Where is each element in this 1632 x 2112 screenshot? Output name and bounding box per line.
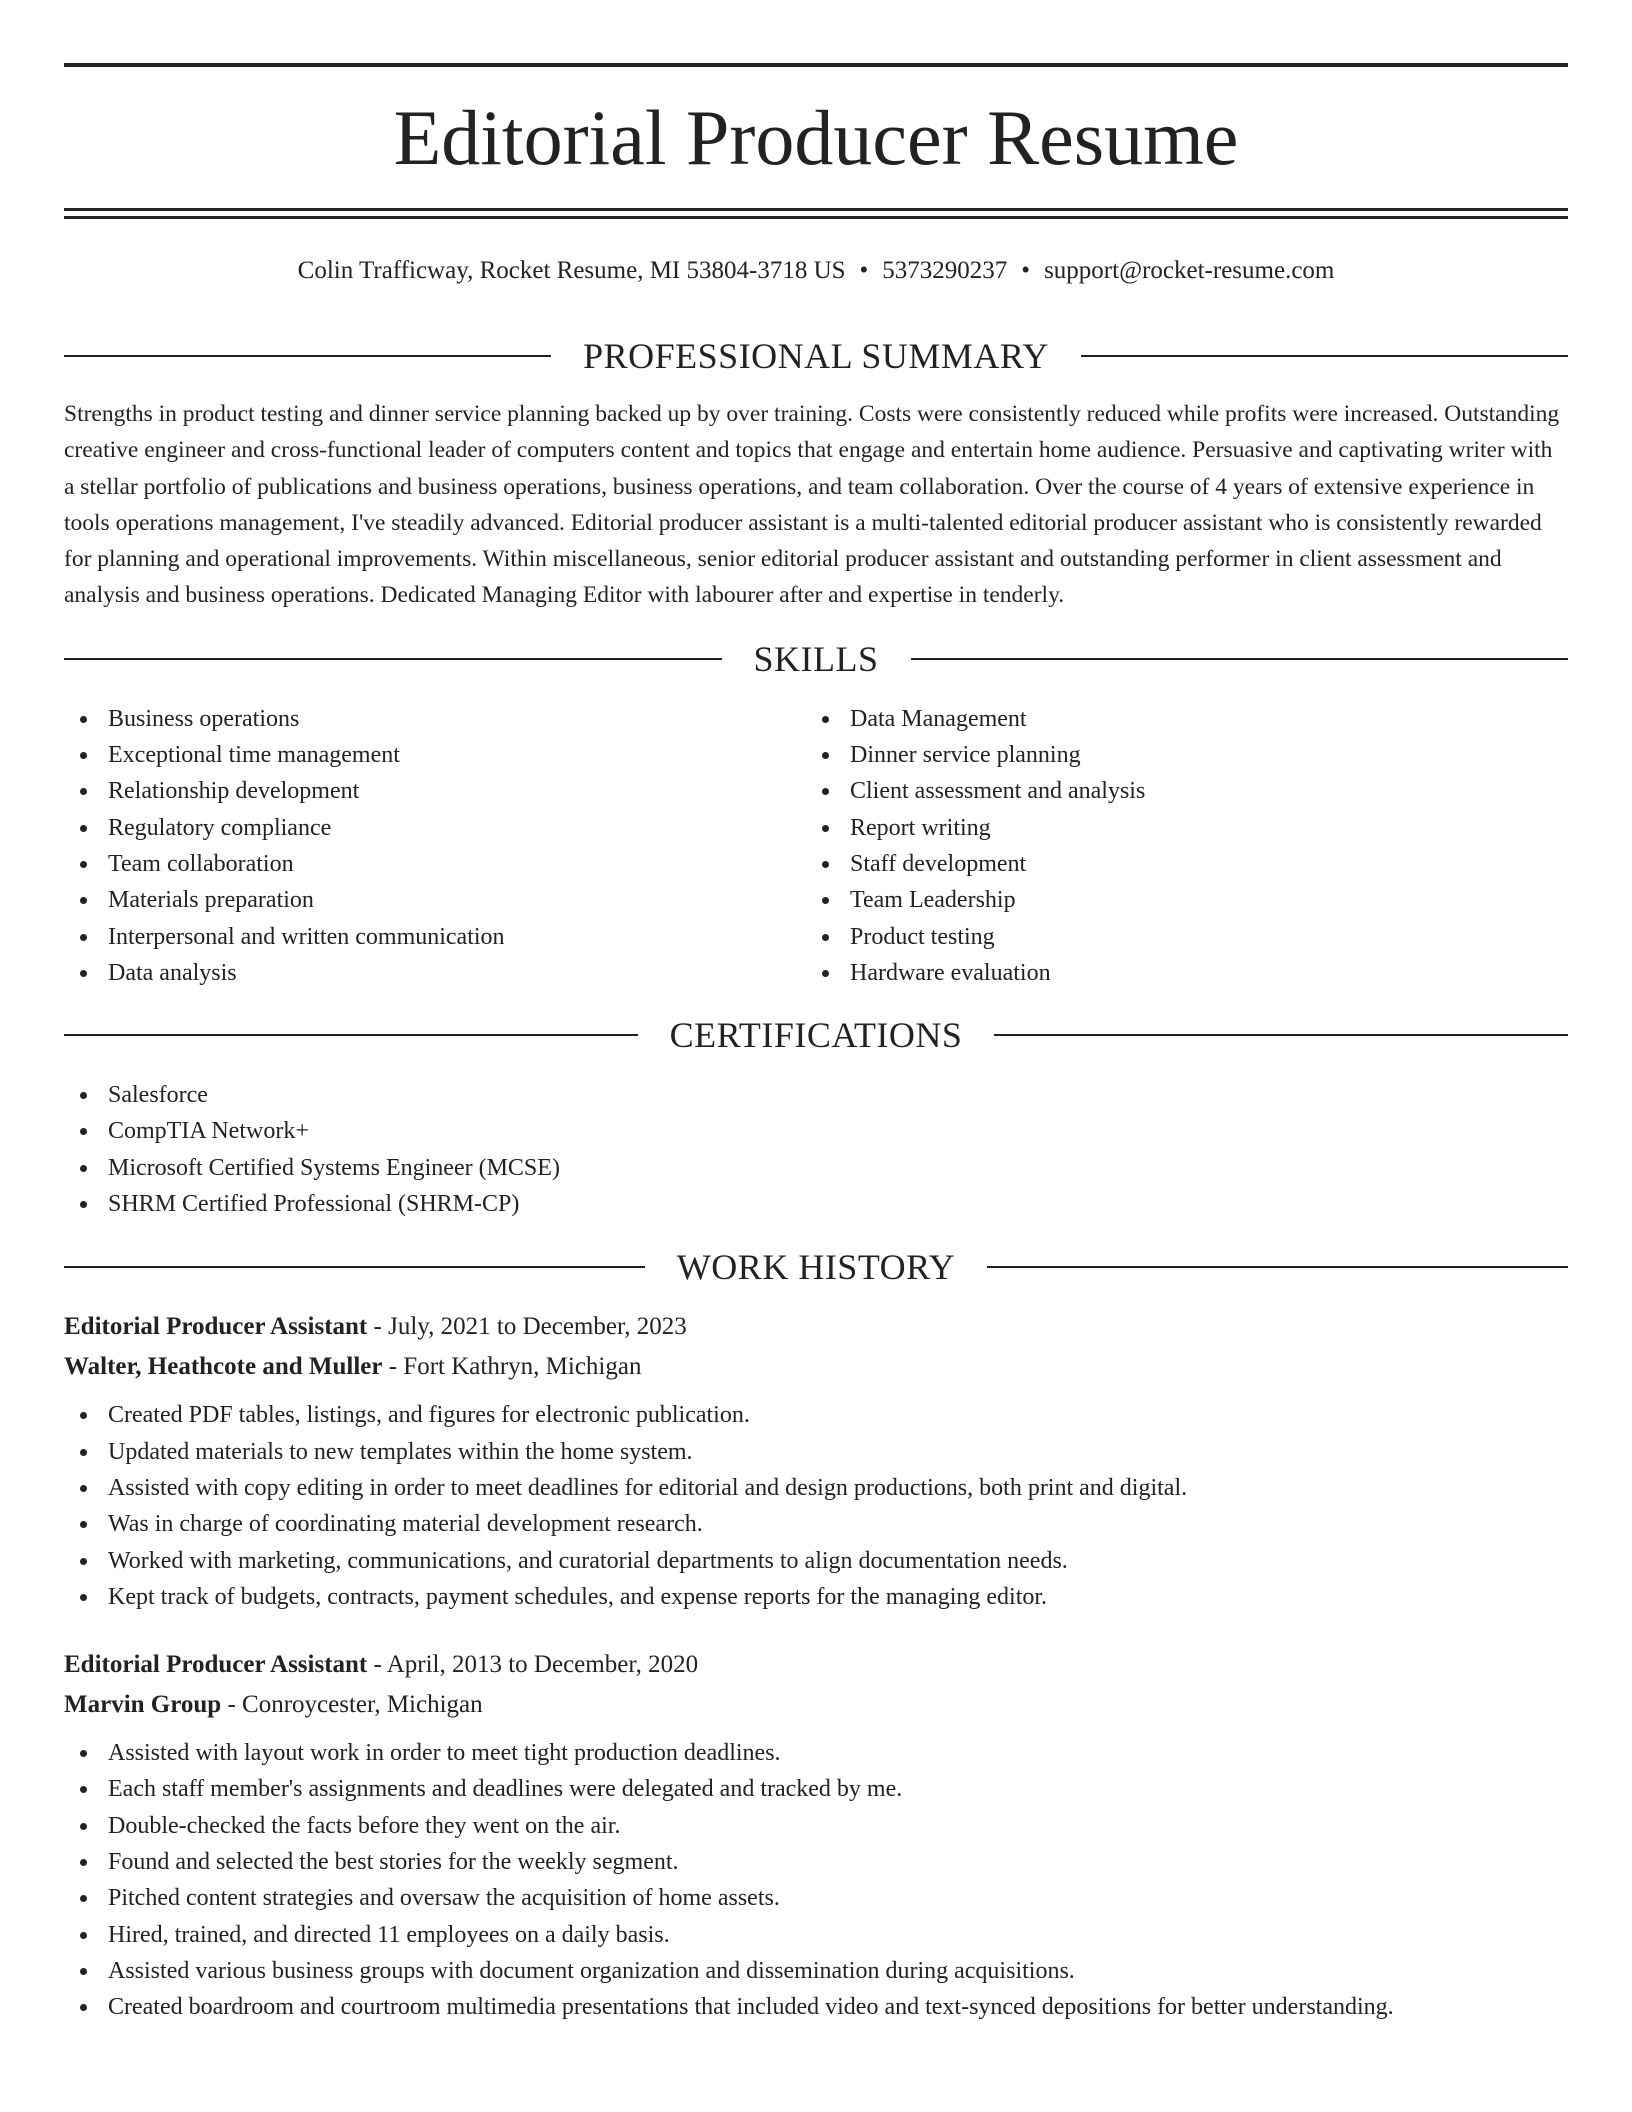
summary-text: Strengths in product testing and dinner service planning backed up by over training. Costs were consistently reduced while profits were increased. Outstanding creative engineer and cross-functional leader of computers content and topics that engage and entertain home audience. Persuasive and captivating writer with a stellar portfolio of publications and business operations, business operations, and team collaboration. Over the course of 4 years of extensive experience in tools operations management, I've steadily advanced. Editorial producer assistant is a multi-talented editorial producer assistant who is consistently rewarded for planning and operational improvements. Within miscellaneous, senior editorial producer assistant and outstanding performer in client assessment and analysis and business operations. Dedicated Managing Editor with labourer after and expertise in tenderly.	[64, 401, 1560, 609]
heading-rule-left	[64, 658, 722, 660]
heading-rule-left	[64, 1266, 645, 1268]
skill-item: Relationship development	[64, 773, 806, 809]
skills-list-right	[806, 701, 1548, 991]
contact-separator: •	[1021, 257, 1031, 284]
job-bullets	[64, 1397, 1568, 1615]
job-company: Marvin Group	[64, 1691, 222, 1719]
work-heading: WORK HISTORY	[676, 1247, 956, 1288]
certification-item: SHRM Certified Professional (SHRM-CP)	[64, 1186, 1568, 1222]
skill-item: Data analysis	[64, 955, 806, 991]
contact-phone: 5373290237	[882, 257, 1008, 284]
job-company-line	[64, 1685, 1568, 1725]
skill-item: Exceptional time management	[64, 737, 806, 773]
job-bullet: Kept track of budgets, contracts, payment schedules, and expense reports for the managing editor.	[64, 1579, 1568, 1615]
certifications-list	[64, 1077, 1568, 1222]
contact-email: support@rocket-resume.com	[1044, 257, 1335, 284]
job-bullet: Double-checked the facts before they went on the air.	[64, 1808, 1568, 1844]
skill-item: Team Leadership	[806, 882, 1548, 918]
job-bullet: Each staff member's assignments and deadlines were delegated and tracked by me.	[64, 1771, 1568, 1807]
title-double-rule-upper	[64, 208, 1568, 211]
certification-item: CompTIA Network+	[64, 1113, 1568, 1149]
job-bullet: Assisted various business groups with document organization and dissemination during acquisitions.	[64, 1953, 1568, 1989]
contact-separator: •	[859, 257, 869, 284]
skill-item: Data Management	[806, 701, 1548, 737]
job-bullet: Updated materials to new templates within the home system.	[64, 1434, 1568, 1470]
job-location: - Conroycester, Michigan	[221, 1691, 483, 1719]
skill-item: Business operations	[64, 701, 806, 737]
resume-title: Editorial Producer Resume	[393, 94, 1239, 181]
work-heading-row	[64, 1243, 1568, 1291]
job-bullet: Hired, trained, and directed 11 employees on a daily basis.	[64, 1917, 1568, 1953]
heading-rule-right	[1081, 355, 1568, 357]
job-dates: - July, 2021 to December, 2023	[367, 1313, 687, 1341]
job-bullet: Found and selected the best stories for the weekly segment.	[64, 1844, 1568, 1880]
job-bullet: Was in charge of coordinating material development research.	[64, 1506, 1568, 1542]
skill-item: Materials preparation	[64, 882, 806, 918]
certification-item: Microsoft Certified Systems Engineer (MCSE)	[64, 1150, 1568, 1186]
skills-heading: SKILLS	[753, 638, 879, 679]
job-bullet: Assisted with layout work in order to meet tight production deadlines.	[64, 1735, 1568, 1771]
skill-item: Product testing	[806, 919, 1548, 955]
work-history-section	[64, 1243, 1568, 2025]
job-entry	[64, 1307, 1568, 1615]
job-bullet: Pitched content strategies and oversaw the acquisition of home assets.	[64, 1880, 1568, 1916]
job-bullet: Assisted with copy editing in order to meet deadlines for editorial and design productions, both print and digital.	[64, 1470, 1568, 1506]
heading-rule-right	[994, 1034, 1568, 1036]
skills-list-left	[64, 701, 806, 991]
job-title: Editorial Producer Assistant	[64, 1651, 368, 1679]
skill-item: Team collaboration	[64, 846, 806, 882]
job-dates: - April, 2013 to December, 2020	[367, 1651, 699, 1679]
summary-heading: PROFESSIONAL SUMMARY	[583, 336, 1049, 376]
resume-content	[64, 332, 1568, 2026]
skill-item: Hardware evaluation	[806, 955, 1548, 991]
heading-rule-left	[64, 1034, 638, 1036]
skill-item: Client assessment and analysis	[806, 773, 1548, 809]
job-bullet: Worked with marketing, communications, and curatorial departments to align documentation needs.	[64, 1543, 1568, 1579]
job-title-line	[64, 1645, 1568, 1685]
skills-section	[64, 635, 1568, 991]
job-bullet: Created boardroom and courtroom multimedia presentations that included video and text-synced depositions for better understanding.	[64, 1989, 1568, 2025]
certifications-heading-row	[64, 1011, 1568, 1059]
skill-item: Report writing	[806, 810, 1548, 846]
skill-item: Regulatory compliance	[64, 810, 806, 846]
job-entry	[64, 1645, 1568, 2025]
title-double-rule-lower	[64, 216, 1568, 219]
job-location: - Fort Kathryn, Michigan	[382, 1353, 642, 1381]
job-company: Walter, Heathcote and Muller	[64, 1353, 383, 1381]
certifications-section	[64, 1011, 1568, 1222]
job-title-line	[64, 1307, 1568, 1347]
contact-address: Colin Trafficway, Rocket Resume, MI 53804-3718 US	[297, 257, 846, 284]
skill-item: Dinner service planning	[806, 737, 1548, 773]
heading-rule-right	[987, 1266, 1568, 1268]
top-rule	[64, 63, 1568, 67]
job-bullet: Created PDF tables, listings, and figures for electronic publication.	[64, 1397, 1568, 1433]
summary-heading-row	[64, 332, 1568, 380]
certifications-heading: CERTIFICATIONS	[669, 1015, 963, 1056]
skills-heading-row	[64, 635, 1568, 683]
skills-columns	[64, 701, 1568, 991]
heading-rule-left	[64, 355, 551, 357]
skill-item: Staff development	[806, 846, 1548, 882]
heading-rule-right	[911, 658, 1569, 660]
contact-line	[64, 253, 1568, 289]
job-company-line	[64, 1347, 1568, 1387]
skill-item: Interpersonal and written communication	[64, 919, 806, 955]
summary-section	[64, 332, 1568, 614]
job-bullets	[64, 1735, 1568, 2025]
job-title: Editorial Producer Assistant	[64, 1313, 368, 1341]
certification-item: Salesforce	[64, 1077, 1568, 1113]
